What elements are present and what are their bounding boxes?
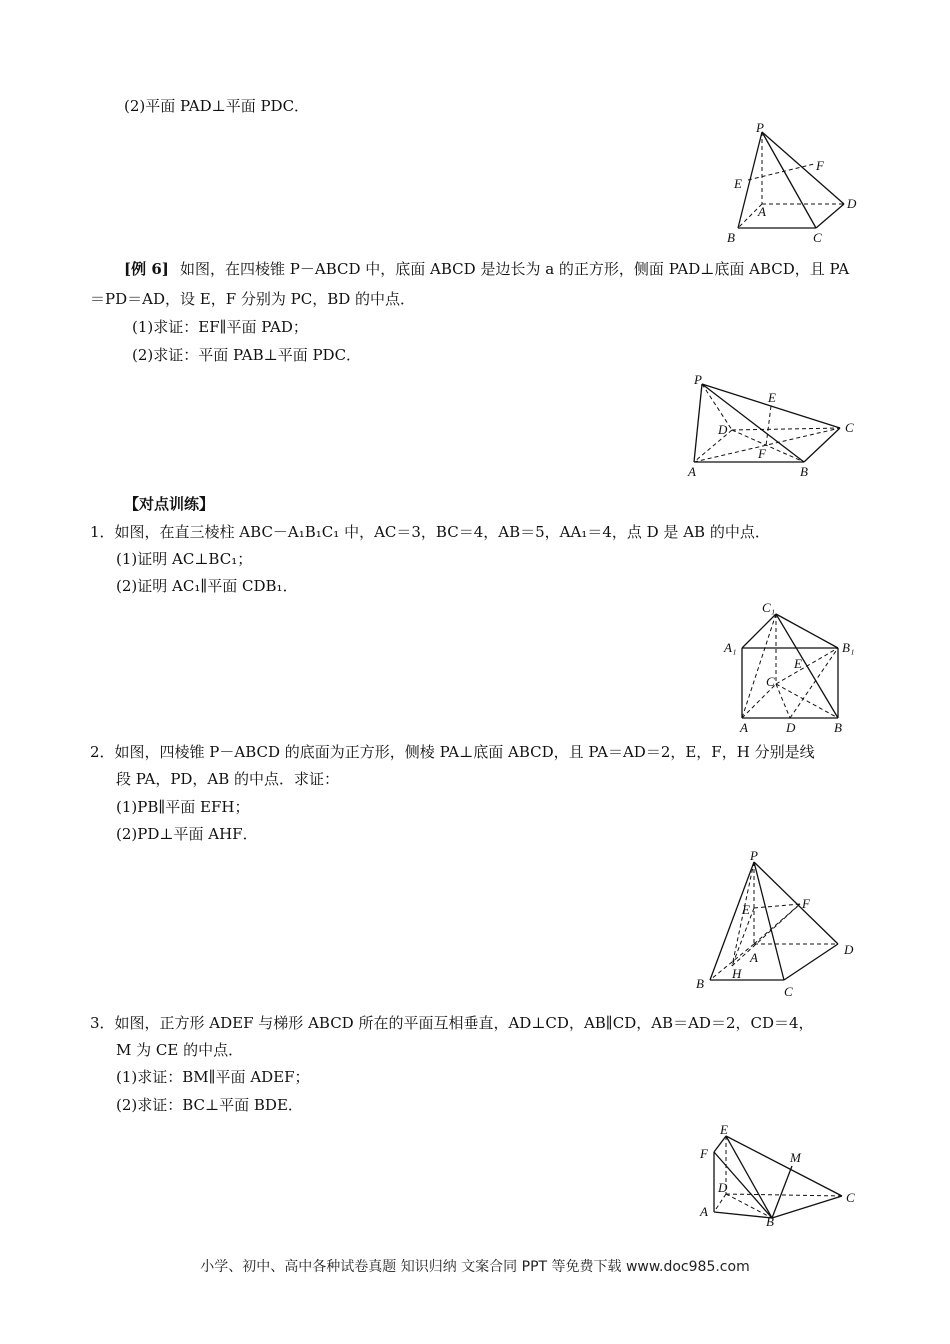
label-B: B xyxy=(766,1214,774,1229)
label-B: B xyxy=(834,720,842,735)
label-F: F xyxy=(700,1146,708,1161)
label-A: A xyxy=(688,464,696,479)
q3-part-2: (2)求证：BC⊥平面 BDE． xyxy=(116,1096,303,1114)
q3-part-1: (1)求证：BM∥平面 ADEF； xyxy=(116,1068,310,1086)
footer-text: 小学、初中、高中各种试卷真题 知识归纳 文案合同 PPT 等免费下载 www.doc985.com xyxy=(200,1259,750,1275)
pyramid-figure-1 xyxy=(720,118,870,250)
solid-figure-adef-abcd xyxy=(692,1122,872,1229)
example-6-tag: [例 6] xyxy=(124,260,169,278)
q2-text-1: 2．如图，四棱锥 P－ABCD 的底面为正方形，侧棱 PA⊥底面 ABCD，且 PA＝AD＝2，E，F，H 分别是线 xyxy=(90,743,815,761)
label-D: D xyxy=(786,720,796,735)
label-P: P xyxy=(750,848,758,863)
label-C: C xyxy=(766,674,775,689)
q2-text-2: 段 PA，PD，AB 的中点．求证： xyxy=(116,770,340,788)
label-D: D xyxy=(718,1180,728,1195)
label-F: F xyxy=(816,158,824,173)
q1-text: 1．如图，在直三棱柱 ABC－A₁B₁C₁ 中，AC＝3，BC＝4，AB＝5，AA₁＝4，点 D 是 AB 的中点． xyxy=(90,523,770,541)
label-D: D xyxy=(844,942,854,957)
label-E: E xyxy=(794,656,802,671)
label-D: D xyxy=(847,196,857,211)
q2-part-1: (1)PB∥平面 EFH； xyxy=(116,798,250,816)
prism-figure xyxy=(720,598,870,738)
pyramid-figure-2 xyxy=(680,368,870,480)
label-C: C xyxy=(845,420,854,435)
label-A: A xyxy=(700,1204,708,1219)
question-part-2: (2)平面 PAD⊥平面 PDC． xyxy=(124,97,310,115)
label-E: E xyxy=(768,390,776,405)
label-H: H xyxy=(732,966,742,981)
label-E: E xyxy=(720,1122,728,1137)
label-E: E xyxy=(734,176,742,191)
label-B: B xyxy=(800,464,808,479)
label-B: B xyxy=(696,976,704,991)
example-6-text-2: ＝PD＝AD，设 E，F 分别为 PC，BD 的中点． xyxy=(90,290,416,308)
label-B1: B₁ xyxy=(842,640,855,655)
label-F: F xyxy=(758,446,766,461)
label-F: F xyxy=(802,896,810,911)
q3-text-1: 3．如图，正方形 ADEF 与梯形 ABCD 所在的平面互相垂直，AD⊥CD，AB∥CD，AB＝AD＝2，CD＝4， xyxy=(90,1014,814,1032)
label-D: D xyxy=(718,422,728,437)
pyramid-figure-3 xyxy=(688,846,868,1002)
label-A: A xyxy=(740,720,748,735)
label-A: A xyxy=(758,204,766,219)
label-B: B xyxy=(727,230,735,245)
label-C1: C₁ xyxy=(762,600,776,615)
label-C: C xyxy=(846,1190,855,1205)
label-C: C xyxy=(784,984,793,999)
example-6-part-2: (2)求证：平面 PAB⊥平面 PDC． xyxy=(132,346,362,364)
example-6-part-1: (1)求证：EF∥平面 PAD； xyxy=(132,318,308,336)
label-A: A xyxy=(750,950,758,965)
label-E: E xyxy=(742,902,750,917)
label-P: P xyxy=(756,120,764,135)
label-M: M xyxy=(790,1150,801,1165)
training-heading: 【对点训练】 xyxy=(124,495,215,513)
q1-part-2: (2)证明 AC₁∥平面 CDB₁． xyxy=(116,577,298,595)
label-A1: A₁ xyxy=(724,640,737,655)
q2-part-2: (2)PD⊥平面 AHF． xyxy=(116,825,258,843)
example-6-text-1: 如图，在四棱锥 P－ABCD 中，底面 ABCD 是边长为 a 的正方形，侧面 PAD⊥底面 ABCD，且 PA xyxy=(180,260,850,278)
q1-part-1: (1)证明 AC⊥BC₁； xyxy=(116,550,253,568)
label-P: P xyxy=(694,372,702,387)
label-C: C xyxy=(813,230,822,245)
q3-text-2: M 为 CE 的中点． xyxy=(116,1041,244,1059)
